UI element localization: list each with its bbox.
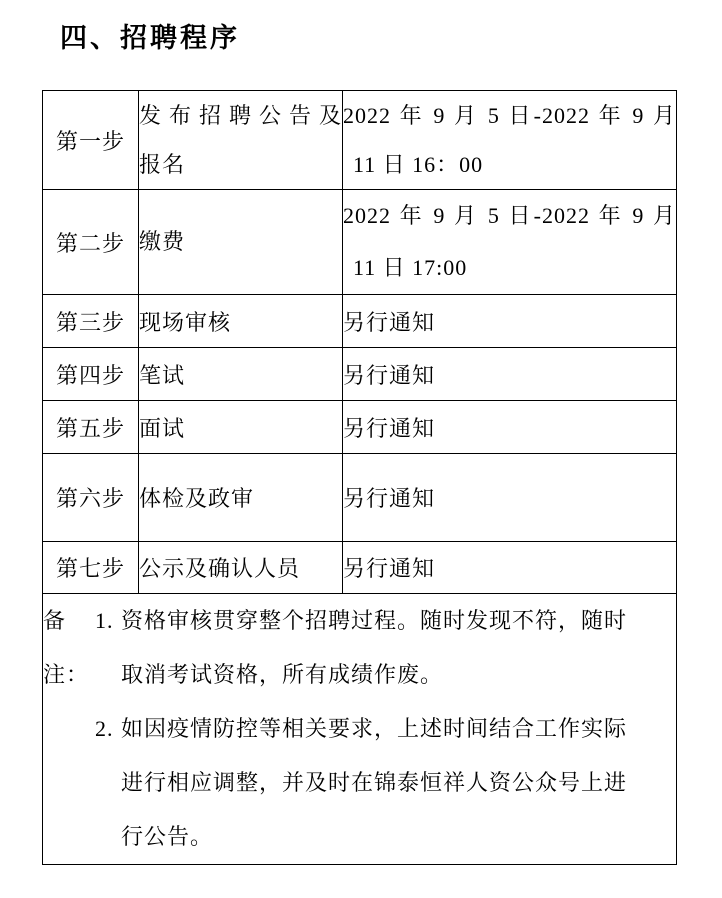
step-number: 第五步 (43, 401, 139, 454)
note-text-line: 取消考试资格，所有成绩作废。 (121, 662, 444, 687)
step-item (139, 454, 343, 542)
table-row-step4 (43, 348, 677, 401)
step-time-line: 2022 年 9 月 5 日-2022 年 9 月 (343, 103, 676, 128)
note-text-line: 行公告。 (121, 824, 214, 849)
step-time-line: 11 日 16：00 (353, 152, 484, 177)
step-time-line: 另行通知 (343, 415, 436, 441)
note-text-line: 如因疫情防控等相关要求，上述时间结合工作实际 (121, 716, 628, 741)
step-time-line: 11 日 17:00 (353, 255, 468, 280)
step-item-line: 缴费 (139, 229, 186, 254)
recruitment-steps-table (42, 90, 677, 865)
step-item (139, 542, 343, 594)
step-number: 第七步 (43, 542, 139, 594)
step-item-line: 体检及政审 (139, 486, 255, 511)
table-row-step6 (43, 454, 677, 542)
step-item (139, 348, 343, 401)
step-item-line: 面试 (139, 415, 186, 441)
note-label: 备注： (43, 608, 90, 687)
table-row-step5 (43, 401, 677, 454)
step-item (139, 295, 343, 348)
table-row-note (43, 594, 677, 865)
note-item-text (121, 594, 676, 702)
step-item-line: 公示及确认人员 (139, 556, 301, 581)
step-time-line: 另行通知 (343, 362, 436, 388)
step-item-line: 发布招聘公告及 (139, 103, 342, 128)
table-row-step7 (43, 542, 677, 594)
step-number: 第三步 (43, 295, 139, 348)
step-item (139, 91, 343, 190)
step-time (343, 542, 677, 594)
step-time-line: 另行通知 (343, 309, 436, 335)
step-number: 第一步 (43, 91, 139, 190)
note-cell (43, 594, 677, 865)
step-item-line: 报名 (139, 152, 186, 177)
table-row-step2 (43, 190, 677, 295)
note-item-1 (43, 594, 676, 702)
step-time-line: 另行通知 (343, 486, 436, 511)
step-item-line: 笔试 (139, 362, 186, 388)
section-title: 四、招聘程序 (60, 23, 240, 53)
step-item (139, 190, 343, 295)
step-time (343, 454, 677, 542)
table-row-step3 (43, 295, 677, 348)
step-time (343, 401, 677, 454)
step-number: 第二步 (43, 190, 139, 295)
table-row-step1 (43, 91, 677, 190)
step-time (343, 91, 677, 190)
note-item-number: 2. (95, 716, 114, 741)
step-number: 第四步 (43, 348, 139, 401)
note-text-line: 进行相应调整，并及时在锦泰恒祥人资公众号上进 (121, 770, 628, 795)
step-time-line: 2022 年 9 月 5 日-2022 年 9 月 (343, 203, 676, 228)
step-item (139, 401, 343, 454)
step-time (343, 190, 677, 295)
note-text-line: 资格审核贯穿整个招聘过程。随时发现不符，随时 (121, 608, 628, 633)
step-item-line: 现场审核 (139, 309, 232, 335)
step-number: 第六步 (43, 454, 139, 542)
step-time-line: 另行通知 (343, 556, 436, 581)
step-time (343, 348, 677, 401)
step-time (343, 295, 677, 348)
note-item-number: 1. (95, 608, 114, 633)
note-item-text (121, 702, 676, 864)
note-item-2 (43, 702, 676, 864)
